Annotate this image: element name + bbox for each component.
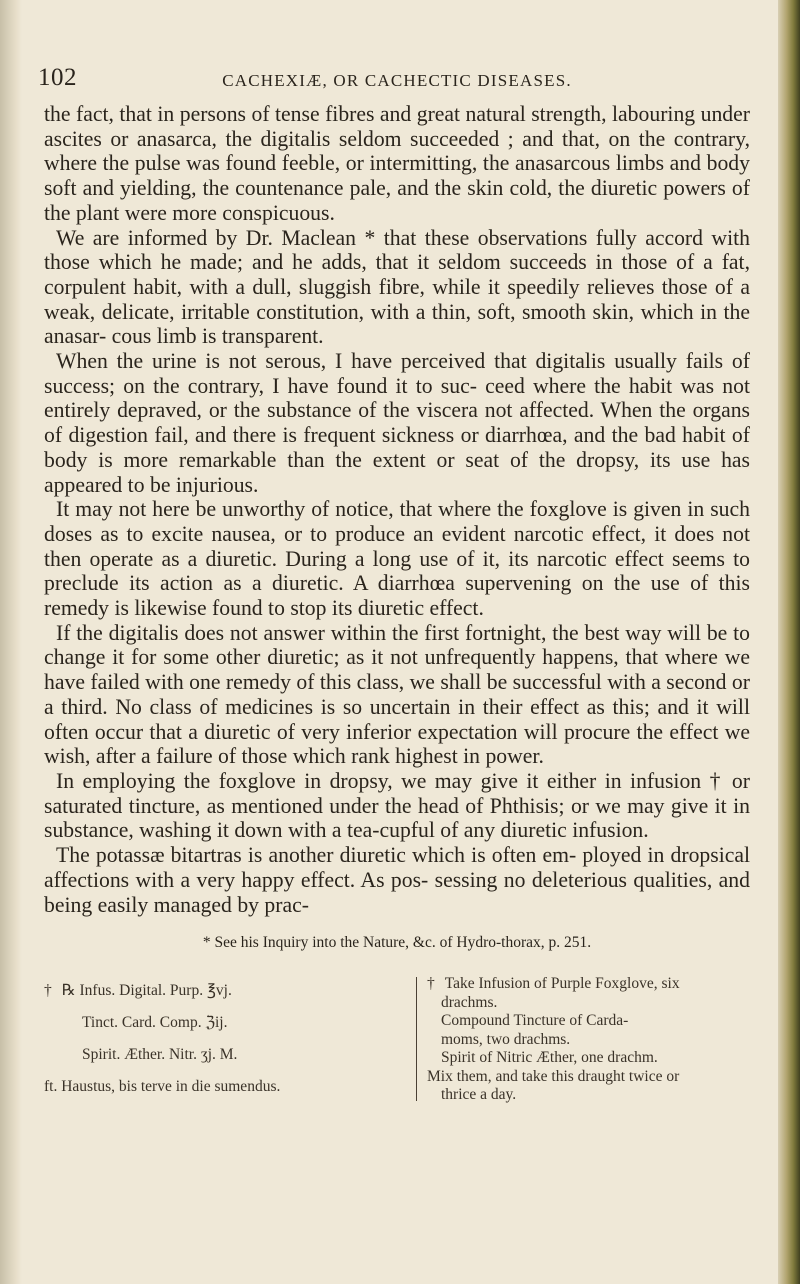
recipe-line (44, 975, 416, 1007)
dagger-mark: † (44, 982, 52, 1000)
page-number: 102 (38, 64, 77, 91)
running-head: CACHEXIÆ, OR CACHECTIC DISEASES. (222, 71, 572, 90)
english-translation (417, 969, 747, 1105)
paragraph: It may not here be unworthy of notice, that where the foxglove is given in such doses as to excite nausea, or to produce an evident narcotic effect, it does not then operate as a diuretic. During a long use of it, its narcotic effect seems to preclude its action as a diuretic. A diarrhœa supervening on the use of this remedy is likewise found to stop its diuretic effect. (44, 497, 750, 621)
paragraph: If the digitalis does not answer within the first fortnight, the best way will be to change it for some other diuretic; as it not unfrequently happens, that where we have failed with one remedy of this class, we shall be successful with a second or a third. No class of medicines is so uncertain in their effect as this; and it will often occur that a diuretic of very inferior expectation will procure the effect we wish, after a failure of those which rank highest in power. (44, 620, 750, 769)
recipe-line: Tinct. Card. Comp. ℨij. (82, 1014, 228, 1032)
footnote-dagger-block (44, 969, 750, 1105)
paragraph: We are informed by Dr. Maclean * that these observations fully accord with those which he made; and he adds, that it seldom succeeds in those of a fat, corpulent habit, with a dull, sluggish fibre, while it speedily relieves those of a weak, delicate, irritable constitution, with a thin, soft, smooth skin, which in the anasar- cous limb is transparent. (44, 225, 750, 349)
book-page (38, 64, 750, 1105)
paragraph: In employing the foxglove in dropsy, we may give it either in infusion † or saturated tincture, as mentioned under the head of Phthisis; or we may give it in substance, washing it down with a tea-cupful of any diuretic infusion. (44, 768, 750, 843)
translation-line: Compound Tincture of Carda- (441, 1012, 629, 1030)
paragraph: The potassæ bitartras is another diuretic which is often em- ployed in dropsical affections with a very happy effect. As pos- sessing no deleterious qualities, and being easily managed by prac- (44, 843, 750, 917)
translation-line (427, 975, 747, 994)
page-edge-shadow (778, 0, 800, 1284)
translation-line: thrice a day. (441, 1086, 517, 1104)
translation-line: Mix them, and take this draught twice or (427, 1067, 680, 1085)
translation-line: moms, two drachms. (441, 1030, 571, 1048)
paragraph: the fact, that in persons of tense fibres and great natural strength, labouring under ascites or anasarca, the digitalis seldom succeeded ; and that, on the contrary, where the pulse was found feeble, or intermitting, the anasarcous limbs and body soft and yielding, the countenance pale, and the skin cold, the diuretic powers of the plant were more conspicuous. (44, 102, 750, 225)
latin-recipe (44, 969, 416, 1105)
paragraph: When the urine is not serous, I have perceived that digitalis usually fails of success; on the contrary, I have found it to suc- ceed where the habit was not entirely depraved, or the substance of the viscera not affected. When the organs of digestion fail, and there is frequent sickness or diarrhœa, and the bad habit of body is more remarkable than the extent or seat of the dropsy, its use has appeared to be injurious. (44, 349, 750, 497)
page-header (38, 64, 750, 96)
translation-line-text: Take Infusion of Purple Foxglove, six (444, 975, 680, 993)
recipe-line: ft. Haustus, bis terve in die sumendus. (44, 1078, 281, 1096)
translation-line: drachms. (441, 993, 498, 1011)
body-text (44, 102, 750, 917)
recipe-line-text: ℞ Infus. Digital. Purp. ℥vj. (61, 982, 232, 1000)
translation-line: Spirit of Nitric Æther, one drachm. (441, 1049, 658, 1067)
dagger-mark: † (427, 975, 435, 993)
page-binding-shadow (0, 0, 22, 1284)
footnote-star: * See his Inquiry into the Nature, &c. of Hydro-thorax, p. 251. (202, 934, 592, 952)
recipe-line: Spirit. Æther. Nitr. ʒj. M. (82, 1046, 238, 1064)
